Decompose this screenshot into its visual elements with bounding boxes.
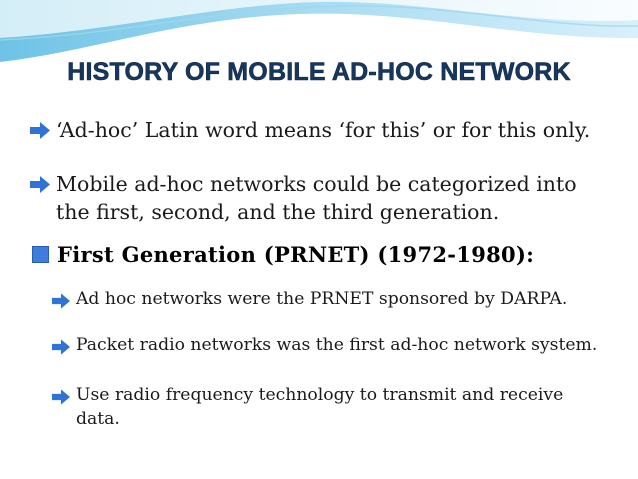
- arrow-bullet-icon: [30, 176, 50, 193]
- arrow-bullet-icon: [30, 122, 50, 139]
- sub-bullet-item: [52, 384, 592, 431]
- arrow-bullet-icon: [52, 293, 70, 309]
- slide-title: HISTORY OF MOBILE AD-HOC NETWORK: [67, 58, 571, 86]
- bullet-item: [30, 116, 630, 144]
- sub-bullet-text: Use radio frequency technology to transmit and receive data.: [76, 385, 564, 429]
- sub-bullet-item: [52, 288, 632, 312]
- section-heading: First Generation (PRNET) (1972-1980):: [57, 242, 535, 267]
- sub-bullet-text: Ad hoc networks were the PRNET sponsored by DARPA.: [76, 289, 568, 309]
- arrow-bullet-icon: [52, 339, 70, 355]
- sub-bullet-text: Packet radio networks was the first ad-hoc network system.: [76, 335, 598, 355]
- arrow-bullet-icon: [52, 389, 70, 405]
- section-heading-row: [32, 242, 534, 267]
- bullet-text: Mobile ad-hoc networks could be categorized into the first, second, and the third generation.: [56, 172, 577, 225]
- bullet-item: [30, 170, 590, 227]
- square-bullet-icon: [32, 246, 49, 263]
- bullet-text: ‘Ad-hoc’ Latin word means ‘for this’ or for this only.: [56, 118, 591, 142]
- sub-bullet-item: [52, 334, 632, 358]
